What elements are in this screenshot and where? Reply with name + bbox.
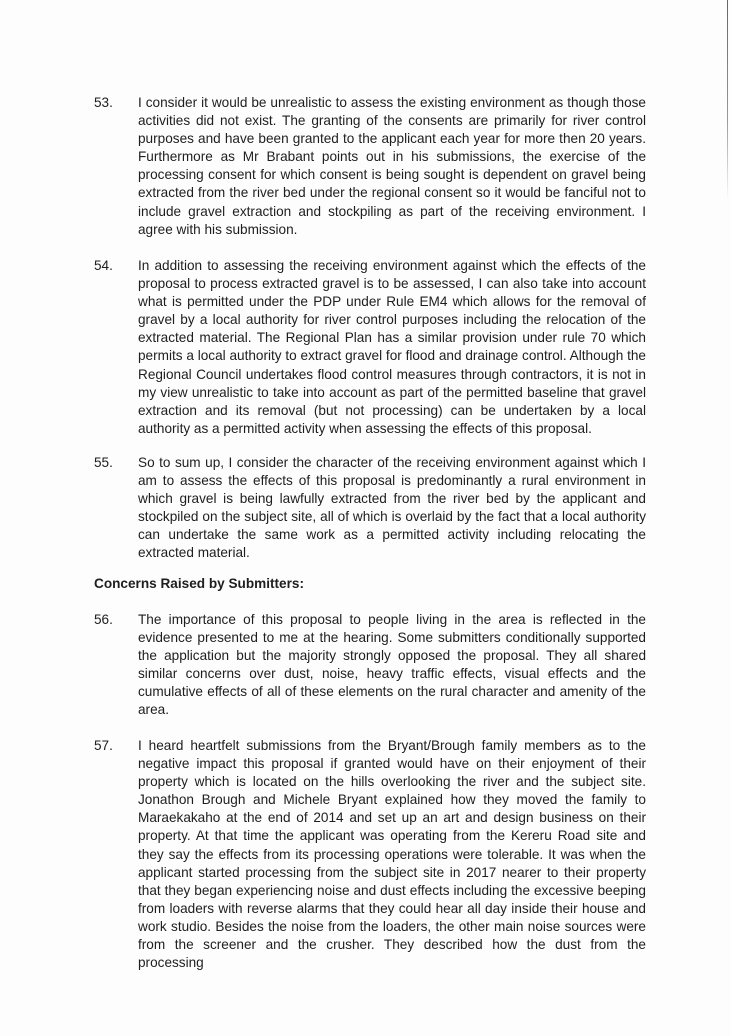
paragraph-number: 55.: [94, 455, 113, 470]
scan-edge-line: [727, 0, 728, 200]
paragraph-55: [94, 454, 646, 563]
paragraph-53: [94, 94, 646, 239]
paragraph-text: I consider it would be unrealistic to assess the existing environment as though those activities did not exist. The granting of the consents are primarily for river control purposes and have been granted to the applicant each year for more then 20 years. Furthermore as Mr Brabant points out in his submissions, the exercise of the processing consent for which consent is being sought is dependent on gravel being extracted from the river bed under the regional consent so it would be fanciful not to include gravel extraction and stockpiling as part of the receiving environment. I agree with his submission.: [138, 95, 646, 237]
paragraph-text: I heard heartfelt submissions from the Bryant/Brough family members as to the negative impact this proposal if granted would have on their enjoyment of their property which is located on the hills overlooking the river and the subject site. Jonathon Brough and Michele Bryant explained how they moved the family to Maraekakaho at the end of 2014 and set up an art and design business on their property. At that time the applicant was operating from the Kereru Road site and they say the effects from its processing operations were tolerable. It was when the applicant started processing from the subject site in 2017 nearer to their property that they began experiencing noise and dust effects including the excessive beeping from loaders with reverse alarms that they could hear all day inside their house and work studio. Besides the noise from the loaders, the other main noise sources were from the screener and the crusher. They described how the dust from the processing: [138, 738, 646, 971]
paragraph-57: [94, 737, 646, 972]
paragraph-54: [94, 257, 646, 438]
paragraph-text: In addition to assessing the receiving environment against which the effects of the proposal to process extracted gravel is to be assessed, I can also take into account what is permitted under the PDP under Rule EM4 which allows for the removal of gravel by a local authority for river control purposes including the relocation of the extracted material. The Regional Plan has a similar provision under rule 70 which permits a local authority to extract gravel for flood and drainage control. Although the Regional Council undertakes flood control measures through contractors, it is not in my view unrealistic to take into account as part of the permitted baseline that gravel extraction and its removal (but not processing) can be undertaken by a local authority as a permitted activity when assessing the effects of this proposal.: [138, 258, 646, 436]
paragraph-text: The importance of this proposal to people living in the area is reflected in the evidence presented to me at the hearing. Some submitters conditionally supported the application but the majority strongly opposed the proposal. They all shared similar concerns over dust, noise, heavy traffic effects, visual effects and the cumulative effects of all of these elements on the rural character and amenity of the area.: [138, 612, 646, 718]
paragraph-number: 53.: [94, 95, 113, 110]
paragraph-text: So to sum up, I consider the character of the receiving environment against which I am to assess the effects of this proposal is predominantly a rural environment in which gravel is being lawfully extracted from the river bed by the applicant and stockpiled on the subject site, all of which is overlaid by the fact that a local authority can undertake the same work as a permitted activity including relocating the extracted material.: [138, 455, 646, 561]
section-heading: Concerns Raised by Submitters:: [94, 576, 304, 591]
paragraph-number: 54.: [94, 258, 113, 273]
paragraph-number: 57.: [94, 738, 113, 753]
paragraph-56: [94, 611, 646, 720]
paragraph-number: 56.: [94, 612, 113, 627]
